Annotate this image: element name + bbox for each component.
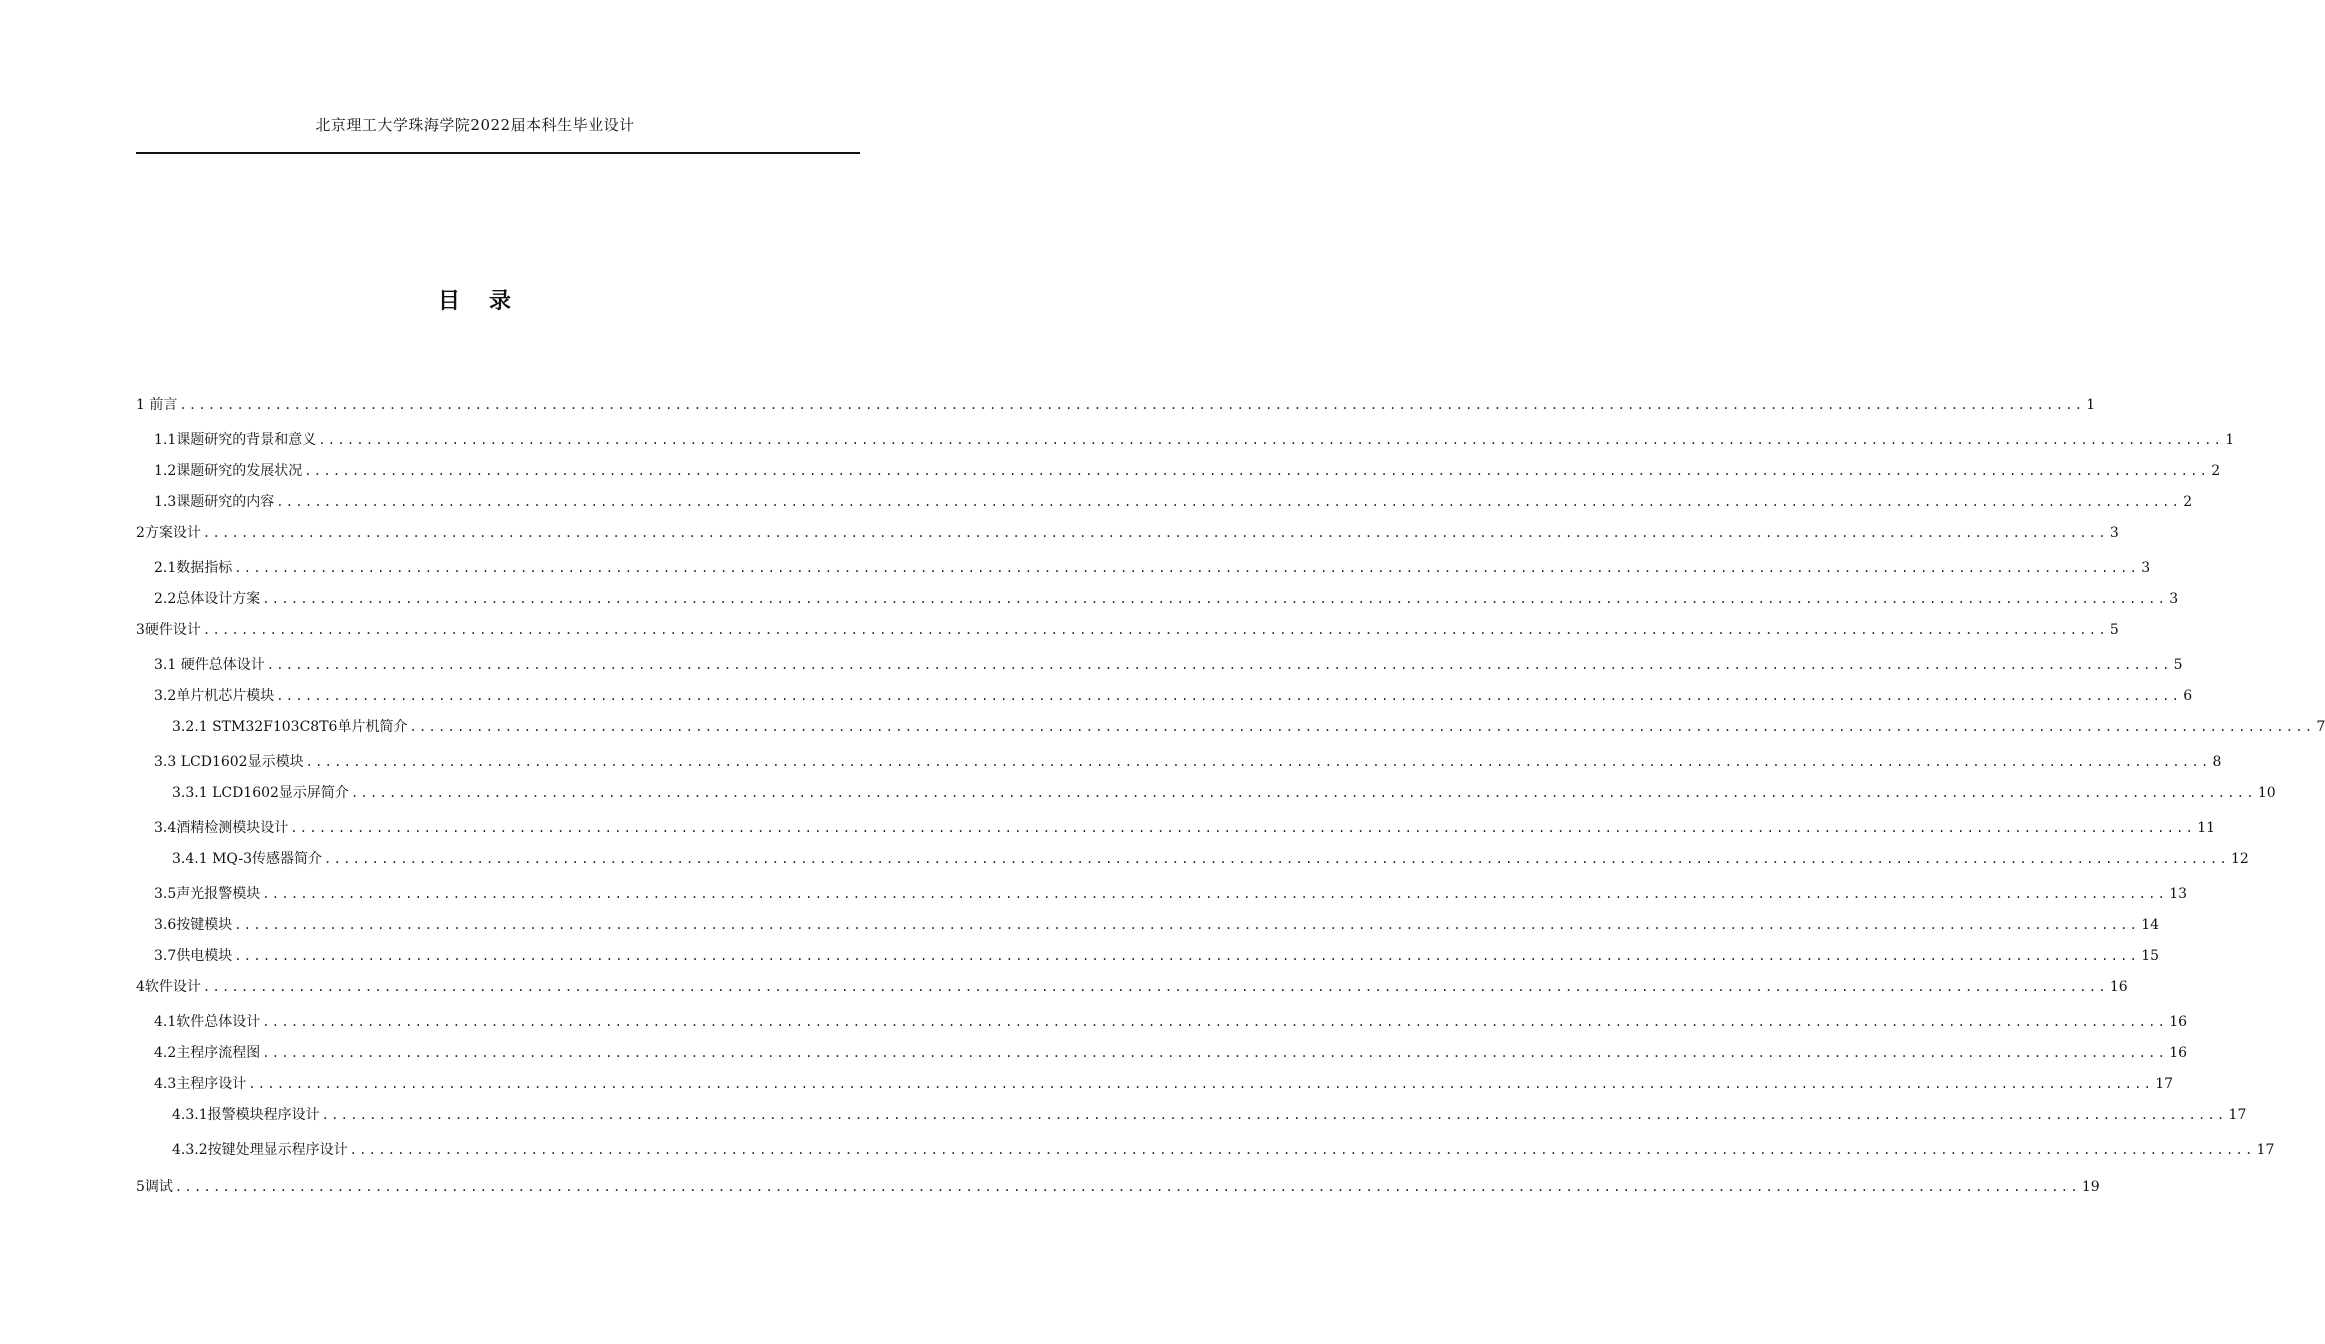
toc-entry-title: 3硬件设计 [136, 622, 201, 638]
toc-page-number: 16 [2109, 979, 2128, 995]
toc-dot-leader: ........................................................................................................................................................................................................ [276, 689, 2182, 703]
toc-page-number: 19 [2081, 1179, 2100, 1195]
toc-page-number: 15 [2141, 948, 2160, 964]
toc-dot-leader: ........................................................................................................................................................................................................ [262, 1046, 2168, 1060]
toc-dot-leader: ........................................................................................................................................................................................................ [324, 852, 2229, 866]
toc-page-number: 17 [2228, 1107, 2247, 1123]
toc-entry[interactable] [136, 1176, 2100, 1198]
toc-entry-title: 3.3.1 LCD1602显示屏简介 [172, 785, 349, 801]
toc-page-number: 5 [2109, 622, 2119, 638]
toc-entry[interactable] [154, 685, 2193, 707]
toc-entry-title: 5调试 [136, 1179, 173, 1195]
toc-entry[interactable] [136, 619, 2119, 641]
toc-entry-title: 1 前言 [136, 397, 178, 413]
toc-page-number: 3 [2169, 591, 2179, 607]
toc-entry[interactable] [172, 848, 2249, 870]
toc-entry-title: 3.6按键模块 [154, 917, 233, 933]
toc-entry[interactable] [154, 491, 2193, 513]
toc-entry-title: 4软件设计 [136, 979, 201, 995]
toc-dot-leader: ........................................................................................................................................................................................................ [262, 592, 2168, 606]
toc-page-number: 3 [2109, 525, 2119, 541]
toc-entry-title: 1.1课题研究的背景和意义 [154, 432, 317, 448]
toc-dot-leader: ........................................................................................................................................................................................................ [234, 561, 2140, 575]
toc-entry[interactable] [154, 751, 2222, 773]
toc-page-number: 10 [2257, 785, 2276, 801]
toc-dot-leader: ........................................................................................................................................................................................................ [318, 433, 2224, 447]
toc-entry[interactable] [154, 1042, 2188, 1064]
toc-dot-leader: ........................................................................................................................................................................................................ [202, 623, 2108, 637]
toc-page-number: 11 [2197, 820, 2216, 836]
toc-entry[interactable] [172, 782, 2276, 804]
toc-entry-title: 4.2主程序流程图 [154, 1045, 261, 1061]
toc-dot-leader: ........................................................................................................................................................................................................ [276, 495, 2182, 509]
toc-dot-leader: ........................................................................................................................................................................................................ [179, 398, 2085, 412]
toc-entry[interactable] [172, 716, 2325, 738]
toc-dot-leader: ........................................................................................................................................................................................................ [305, 755, 2211, 769]
toc-entry[interactable] [172, 1139, 2275, 1161]
toc-dot-leader: ........................................................................................................................................................................................................ [234, 918, 2140, 932]
toc-entry-title: 3.5声光报警模块 [154, 886, 261, 902]
toc-entry-title: 1.2课题研究的发展状况 [154, 463, 303, 479]
toc-entry-title: 3.2.1 STM32F103C8T6单片机简介 [172, 719, 408, 735]
toc-entry-title: 4.1软件总体设计 [154, 1014, 261, 1030]
toc-dot-leader: ........................................................................................................................................................................................................ [174, 1180, 2080, 1194]
toc-page-number: 17 [2256, 1142, 2275, 1158]
toc-entry-title: 3.3 LCD1602显示模块 [154, 754, 304, 770]
toc-entry[interactable] [154, 945, 2160, 967]
toc-page-number: 13 [2169, 886, 2188, 902]
toc-entry[interactable] [136, 522, 2119, 544]
toc-entry[interactable] [154, 429, 2235, 451]
toc-entry-title: 3.2单片机芯片模块 [154, 688, 275, 704]
toc-dot-leader: ........................................................................................................................................................................................................ [266, 658, 2172, 672]
toc-entry[interactable] [154, 1073, 2174, 1095]
toc-page-number: 3 [2141, 560, 2151, 576]
title-char-1: 目 [437, 289, 461, 314]
toc-page-number: 1 [2225, 432, 2235, 448]
toc-dot-leader: ........................................................................................................................................................................................................ [234, 949, 2140, 963]
header-divider [136, 152, 860, 154]
toc-entry[interactable] [154, 557, 2151, 579]
title-char-2: 录 [489, 289, 513, 314]
toc-dot-leader: ........................................................................................................................................................................................................ [262, 887, 2168, 901]
toc-page-number: 7 [2316, 719, 2325, 735]
toc-dot-leader: ........................................................................................................................................................................................................ [321, 1108, 2227, 1122]
toc-entry-title: 2.1数据指标 [154, 560, 233, 576]
toc-page-number: 17 [2155, 1076, 2174, 1092]
toc-entry[interactable] [154, 883, 2188, 905]
toc-entry-title: 4.3.1报警模块程序设计 [172, 1107, 320, 1123]
toc-entry[interactable] [154, 914, 2160, 936]
toc-page-number: 16 [2169, 1045, 2188, 1061]
toc-dot-leader: ........................................................................................................................................................................................................ [248, 1077, 2154, 1091]
toc-dot-leader: ........................................................................................................................................................................................................ [409, 720, 2315, 734]
toc-entry[interactable] [136, 394, 2096, 416]
toc-page-number: 8 [2212, 754, 2222, 770]
toc-dot-leader: ........................................................................................................................................................................................................ [350, 786, 2256, 800]
toc-entry[interactable] [154, 460, 2221, 482]
toc-page-number: 2 [2183, 494, 2193, 510]
toc-entry-title: 3.7供电模块 [154, 948, 233, 964]
page-title [0, 284, 950, 315]
toc-entry-title: 2.2总体设计方案 [154, 591, 261, 607]
toc-page-number: 14 [2141, 917, 2160, 933]
toc-entry-title: 1.3课题研究的内容 [154, 494, 275, 510]
toc-entry-title: 3.4.1 MQ-3传感器简介 [172, 851, 323, 867]
toc-page-number: 1 [2086, 397, 2096, 413]
toc-dot-leader: ........................................................................................................................................................................................................ [202, 526, 2108, 540]
toc-dot-leader: ........................................................................................................................................................................................................ [349, 1143, 2255, 1157]
toc-entry[interactable] [154, 1011, 2188, 1033]
page-header: 北京理工大学珠海学院2022届本科生毕业设计 [315, 116, 635, 134]
toc-dot-leader: ........................................................................................................................................................................................................ [304, 464, 2210, 478]
toc-page-number: 5 [2173, 657, 2183, 673]
toc-entry[interactable] [154, 588, 2179, 610]
toc-entry[interactable] [154, 654, 2183, 676]
toc-dot-leader: ........................................................................................................................................................................................................ [202, 980, 2108, 994]
toc-entry[interactable] [154, 817, 2216, 839]
toc-entry[interactable] [136, 976, 2128, 998]
toc-page-number: 12 [2230, 851, 2249, 867]
toc-entry-title: 3.4酒精检测模块设计 [154, 820, 289, 836]
toc-dot-leader: ........................................................................................................................................................................................................ [290, 821, 2196, 835]
toc-dot-leader: ........................................................................................................................................................................................................ [262, 1015, 2168, 1029]
toc-page-number: 2 [2211, 463, 2221, 479]
toc-entry-title: 3.1 硬件总体设计 [154, 657, 265, 673]
toc-entry[interactable] [172, 1104, 2247, 1126]
toc-page-number: 6 [2183, 688, 2193, 704]
toc-entry-title: 4.3.2按键处理显示程序设计 [172, 1142, 348, 1158]
toc-page-number: 16 [2169, 1014, 2188, 1030]
toc-entry-title: 2方案设计 [136, 525, 201, 541]
toc-entry-title: 4.3主程序设计 [154, 1076, 247, 1092]
